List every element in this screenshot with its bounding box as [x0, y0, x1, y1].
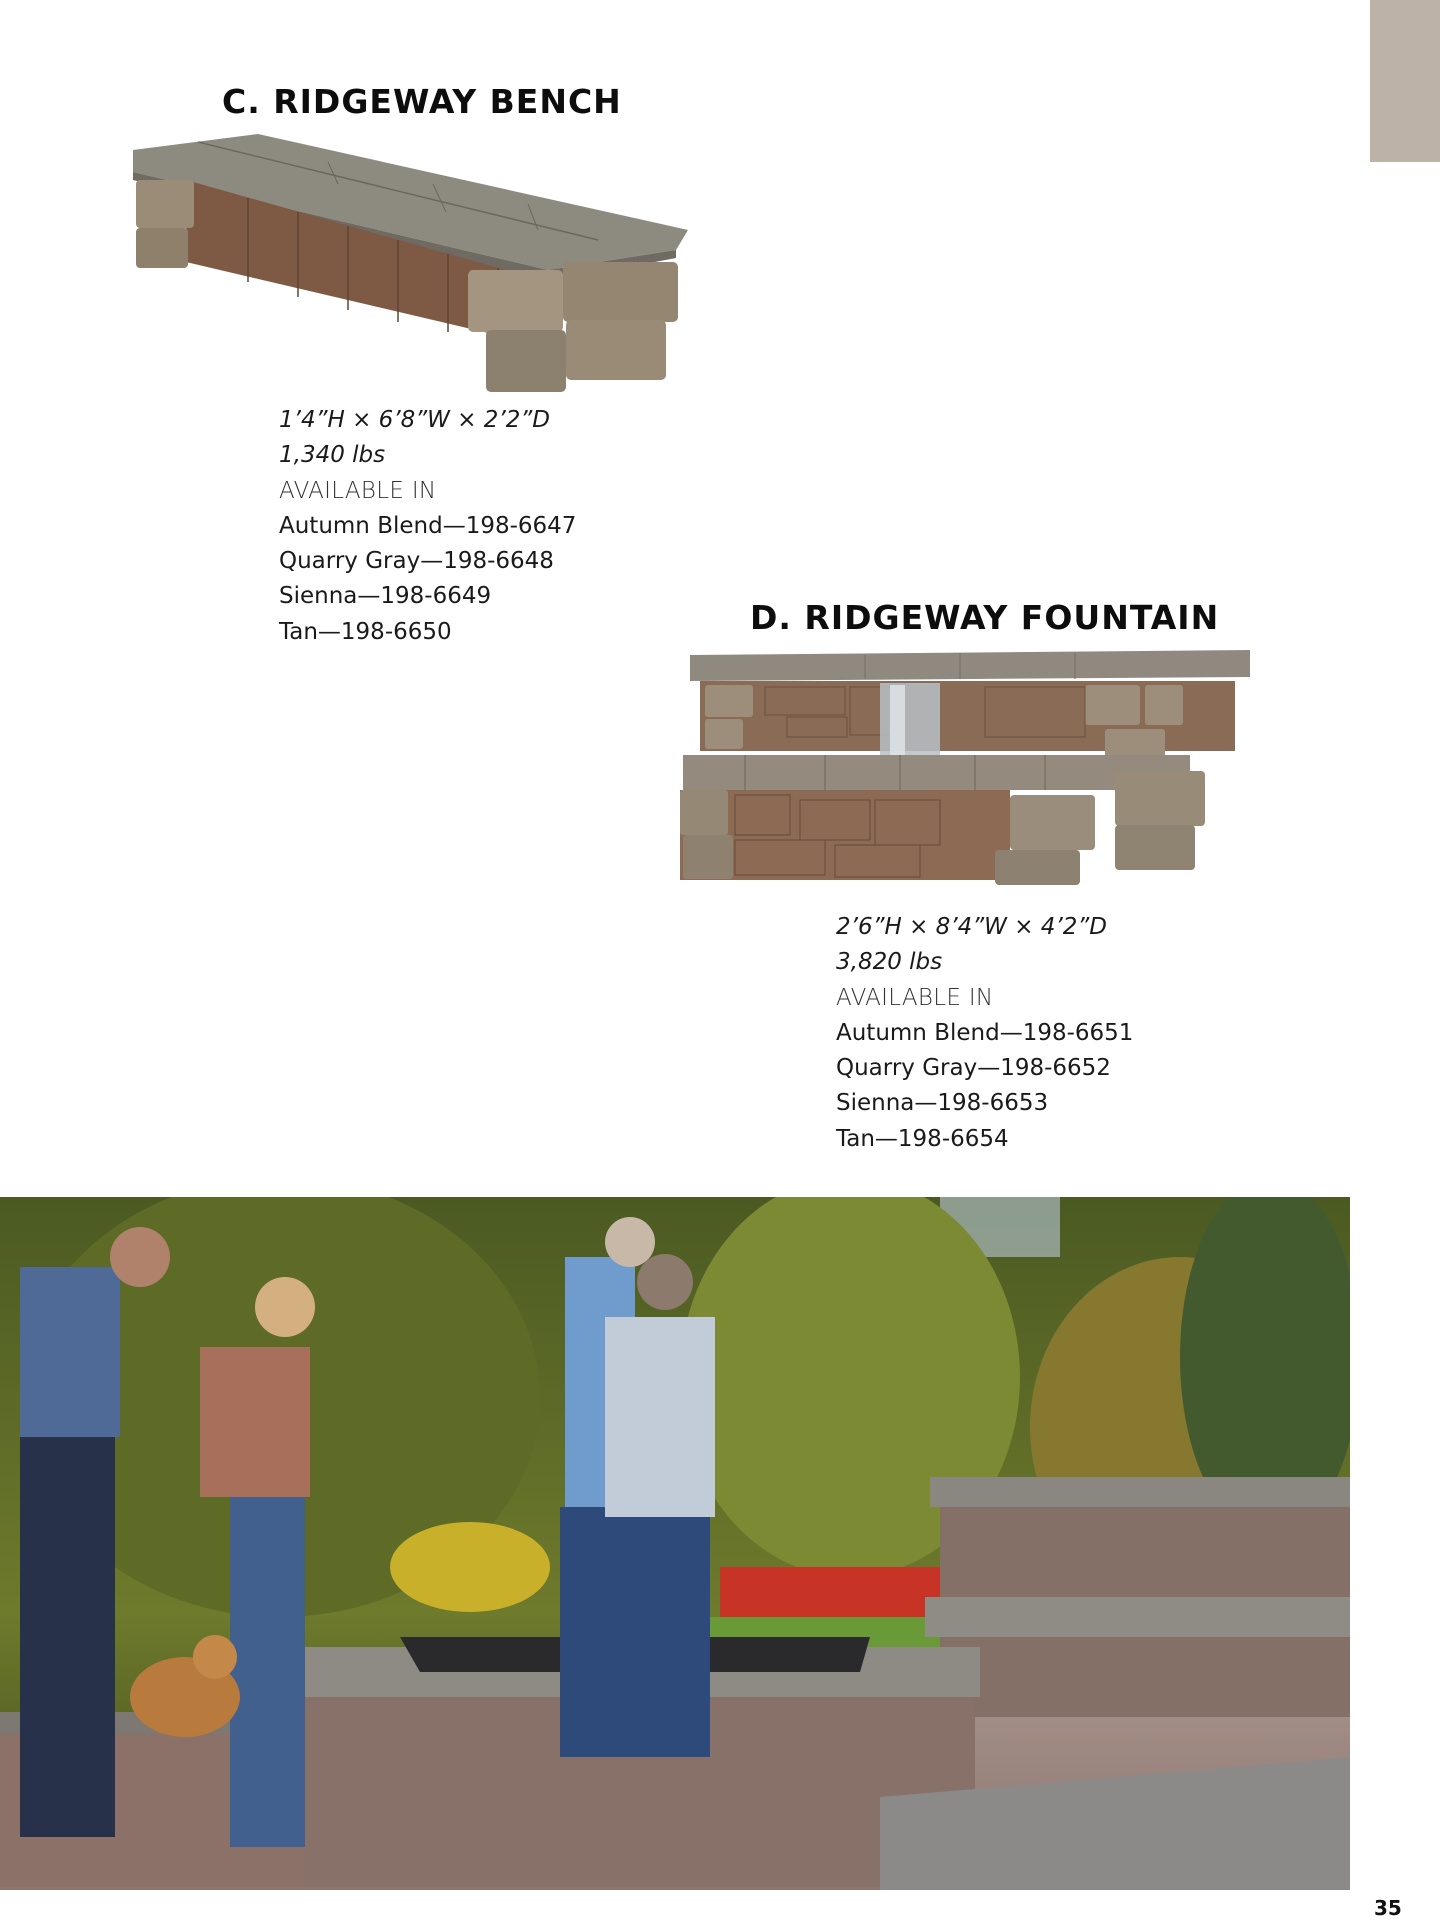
fountain-dimensions: 2’6”H × 8’4”W × 4’2”D — [836, 914, 1108, 940]
bench-option: Tan—198-6650 — [279, 618, 452, 645]
fountain-specs — [836, 910, 1133, 1157]
bench-available-label: AVAILABLE IN — [279, 477, 437, 504]
bench-title: C. RIDGEWAY BENCH — [222, 82, 622, 121]
patio-scene-image — [0, 1197, 1350, 1890]
bench-specs — [279, 403, 576, 650]
bench-product-image — [128, 132, 688, 397]
section-tab — [1370, 0, 1440, 162]
fountain-option: Autumn Blend—198-6651 — [836, 1019, 1134, 1046]
bench-option: Quarry Gray—198-6648 — [279, 548, 554, 575]
fountain-weight: 3,820 lbs — [836, 949, 943, 976]
lifestyle-patio-photo — [0, 1197, 1350, 1890]
fountain-title: D. RIDGEWAY FOUNTAIN — [750, 598, 1220, 637]
bench-weight: 1,340 lbs — [279, 442, 386, 469]
fountain-option: Tan—198-6654 — [836, 1125, 1009, 1152]
page-number: 35 — [1374, 1896, 1402, 1920]
fountain-option: Quarry Gray—198-6652 — [836, 1055, 1111, 1082]
bench-option: Autumn Blend—198-6647 — [279, 512, 577, 539]
bench-option: Sienna—198-6649 — [279, 583, 492, 610]
fountain-product-image — [675, 645, 1255, 885]
fountain-option: Sienna—198-6653 — [836, 1090, 1049, 1117]
fountain-available-label: AVAILABLE IN — [836, 984, 994, 1011]
bench-dimensions: 1’4”H × 6’8”W × 2’2”D — [279, 407, 551, 433]
